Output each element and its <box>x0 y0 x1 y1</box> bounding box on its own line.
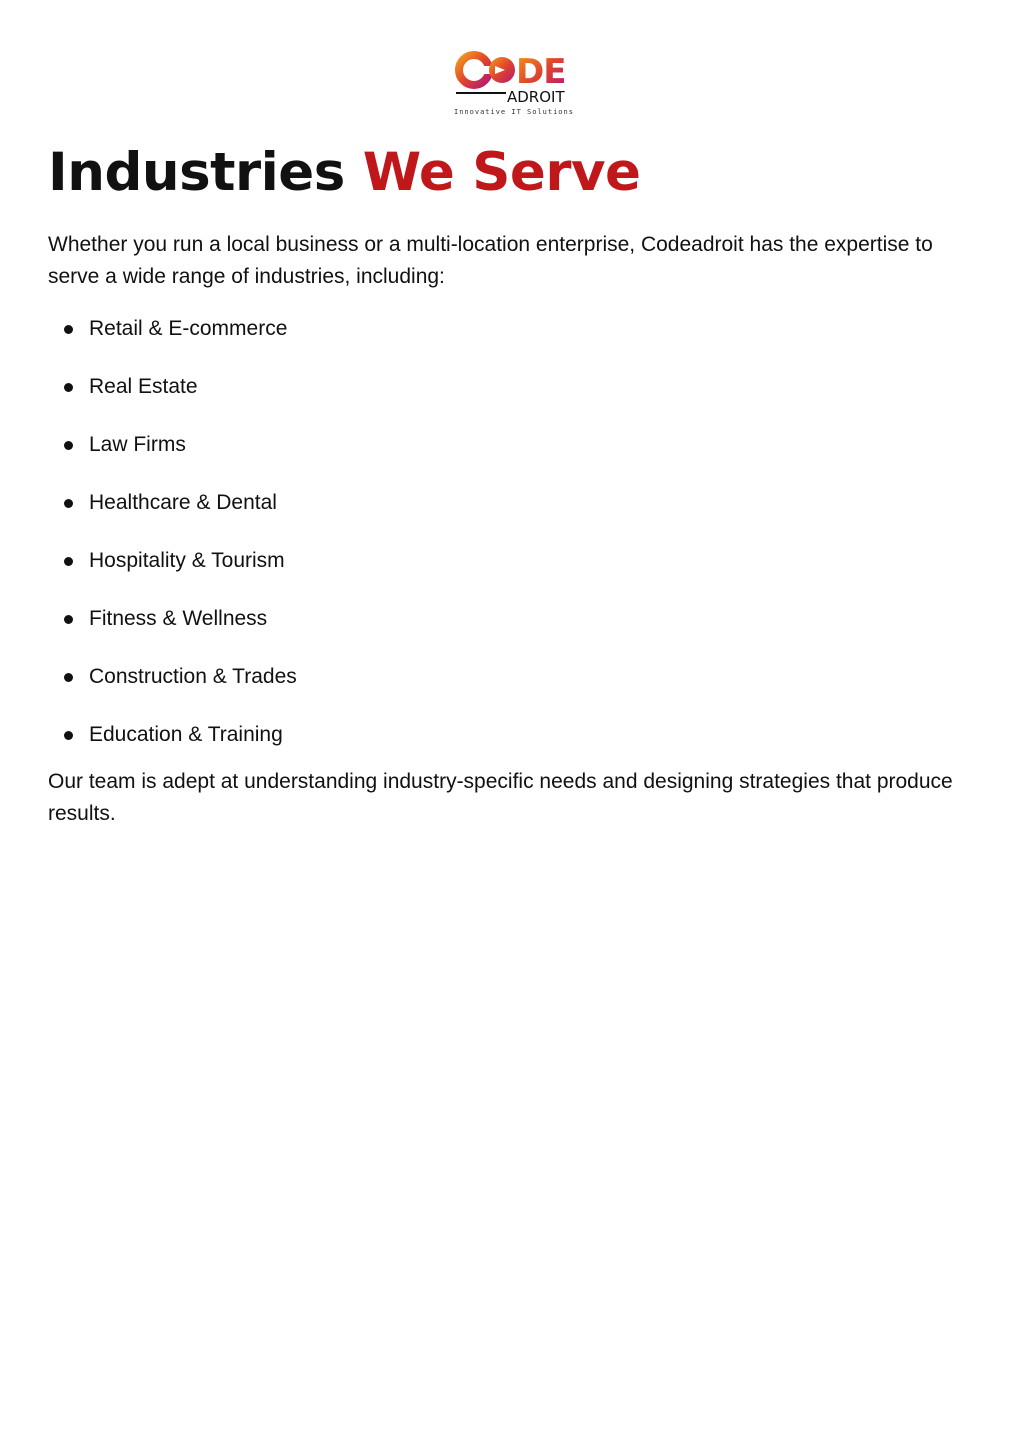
bullet-icon <box>64 615 73 624</box>
svg-text:DE: DE <box>516 52 566 92</box>
industry-label: Retail & E-commerce <box>89 317 288 340</box>
bullet-icon <box>64 557 73 566</box>
svg-text:Innovative IT Solutions: Innovative IT Solutions <box>454 108 574 116</box>
industry-label: Real Estate <box>89 375 198 398</box>
company-logo <box>448 44 588 120</box>
bullet-icon <box>64 325 73 334</box>
bullet-icon <box>64 441 73 450</box>
list-item <box>48 486 297 544</box>
bullet-icon <box>64 499 73 508</box>
list-item <box>48 660 297 718</box>
industry-label: Fitness & Wellness <box>89 607 268 630</box>
page-title <box>48 138 640 208</box>
bullet-icon <box>64 673 73 682</box>
list-item <box>48 428 297 486</box>
intro-paragraph: Whether you run a local business or a multi-location enterprise, Codeadroit has the expertise to serve a wide range of industries, including: <box>48 233 933 288</box>
list-item <box>48 312 297 370</box>
code-adroit-logo-mark <box>448 44 588 120</box>
list-item <box>48 370 297 428</box>
industry-label: Law Firms <box>89 433 186 456</box>
industry-label: Healthcare & Dental <box>89 491 277 514</box>
industry-label: Hospitality & Tourism <box>89 549 285 572</box>
page-title-part-1: Industries <box>48 142 345 203</box>
closing-paragraph: Our team is adept at understanding industry-specific needs and designing strategies that produce results. <box>48 770 953 825</box>
bullet-icon <box>64 731 73 740</box>
industries-list <box>48 312 297 776</box>
list-item <box>48 544 297 602</box>
industry-label: Construction & Trades <box>89 665 297 688</box>
industry-label: Education & Training <box>89 723 283 746</box>
list-item <box>48 602 297 660</box>
page-title-part-2: We Serve <box>362 142 641 203</box>
svg-text:ADROIT: ADROIT <box>507 88 565 106</box>
bullet-icon <box>64 383 73 392</box>
